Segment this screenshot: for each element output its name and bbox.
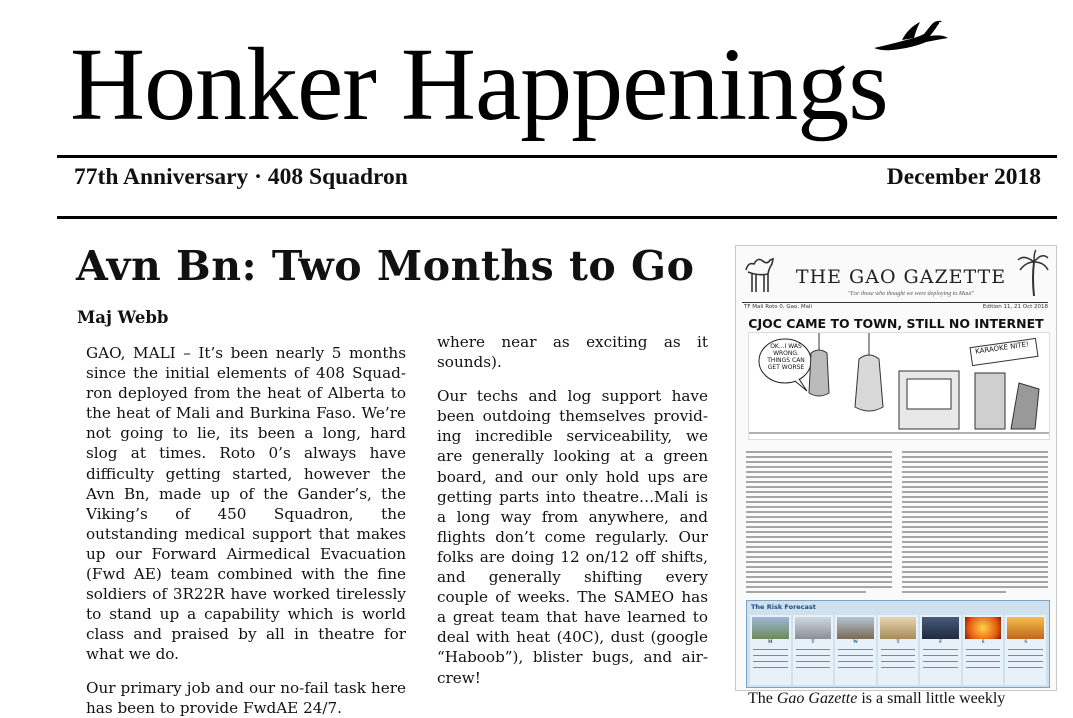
paragraph: GAO, MALI – It’s been nearly 5 months since the initial elements of 408 Squadron deployed from the heat of Alberta to the heat of Mali and Burkina Faso. We’re not going to lie, its been a long, hard slog at times. Roto 0’s always have difficulty getting started, however the Avn Bn, made up of the Gander’s, the Viking’s of 450 Squadron, the outstanding medical support that makes up our Forward Airmedical Evacuation (Fwd AE) team combined with the fine soldiers of 3R22R have worked tirelessly to stand up a capability which is world class and praised by all in theatre for what we do.	[86, 344, 406, 664]
article-column-1	[86, 343, 406, 718]
forecast-day: T	[878, 615, 919, 685]
gazette-image	[735, 245, 1057, 691]
paragraph: Our techs and log support have been outdoing themselves providing incredible serviceability, we are generally looking at a green board, and our only hold ups are getting parts into theatre…Mali is a long way from anywhere, and flights don’t come regularly. Our folks are doing 12 on/12 off shifts, and generally shifting every couple of weeks. The SAMEO has a great team that have learned to deal with heat (40C), dust (google “Haboob”), blister bugs, and aircrew!	[437, 387, 708, 687]
header-rule-top	[57, 155, 1057, 158]
gazette-headline: CJOC CAME TO TOWN, STILL NO INTERNET	[748, 316, 1044, 331]
image-caption: The Gao Gazette is a small little weekly	[748, 690, 1006, 707]
speech-bubble-text: OK...I WAS WRONG. THINGS CAN GET WORSE	[767, 343, 805, 371]
paragraph: Our primary job and our no-fail task here has been to provide FwdAE 24/7.	[86, 678, 406, 717]
masthead-title: Honker Happenings	[70, 27, 888, 142]
article-headline: Avn Bn: Two Months to Go	[76, 242, 695, 290]
forecast-title: The Risk Forecast	[751, 603, 816, 611]
forecast-day: F	[920, 615, 961, 685]
forecast-day: S	[1005, 615, 1046, 685]
article-byline: Maj Webb	[77, 308, 169, 327]
issue-subtitle: 77th Anniversary · 408 Squadron	[74, 164, 408, 190]
header-rule-bottom	[57, 216, 1057, 219]
cartoon-illustration	[748, 332, 1050, 440]
issue-date: December 2018	[886, 164, 1041, 190]
publication-name: Gao Gazette	[776, 690, 858, 707]
gazette-tagline: "For those who thought we were deploying to Maui"	[847, 291, 975, 297]
forecast-day: W	[835, 615, 876, 685]
flying-goose-icon	[872, 18, 950, 54]
paragraph: where near as exciting as it sounds).	[437, 333, 708, 372]
risk-forecast-panel	[746, 600, 1050, 688]
gazette-title: THE GAO GAZETTE	[795, 266, 1007, 288]
forecast-day: M	[750, 615, 791, 685]
divider	[742, 302, 1048, 303]
gazette-location: TF Mali Roto 0, Gao, Mali	[744, 304, 813, 310]
forecast-day: S	[963, 615, 1004, 685]
article-column-2	[437, 332, 708, 688]
forecast-day: T	[793, 615, 834, 685]
gazette-edition: Edition 11, 21 Oct 2018	[982, 304, 1048, 310]
karaoke-sign: KARAOKE NITE!	[974, 340, 1030, 356]
gazette-body-text	[746, 448, 1048, 598]
